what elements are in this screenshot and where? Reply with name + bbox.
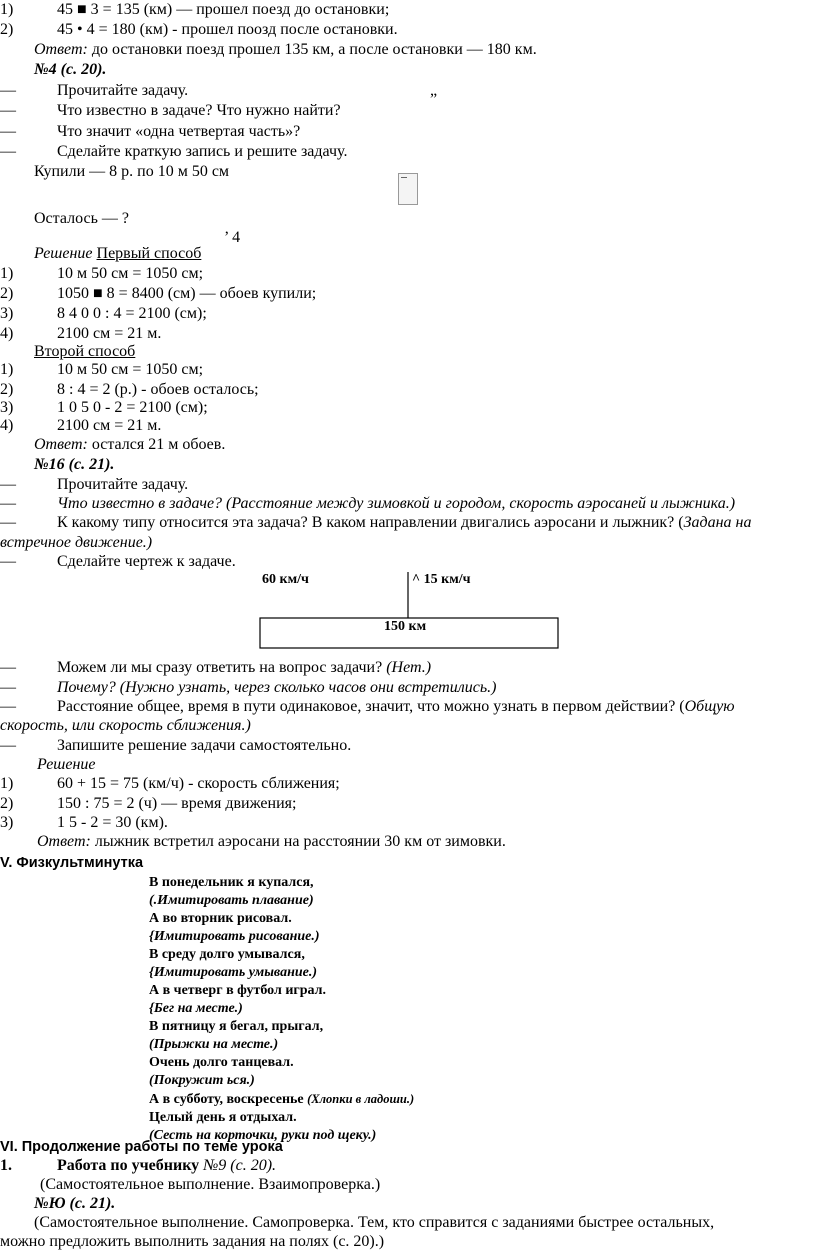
work-item-title: Работа по учебнику <box>57 1157 200 1174</box>
solution-label: Решение <box>37 756 96 773</box>
poem-line: В среду долго умывался, <box>149 947 305 962</box>
step-number: 3) <box>0 399 14 416</box>
answer-label: Ответ: <box>34 436 88 453</box>
poem-line: Целый день я отдыхал. <box>149 1110 297 1125</box>
poem <box>149 874 414 1145</box>
answer-text: лыжник встретил аэросани на расстоянии 30 км от зимовки. <box>90 833 506 850</box>
work-item <box>57 1156 276 1176</box>
motion-diagram <box>255 572 565 652</box>
short-note-left: Осталось — ? <box>34 210 129 227</box>
poem-action: (Хлопки в ладоши.) <box>307 1092 415 1106</box>
solution-label-line <box>34 244 201 264</box>
poem-action: {Имитировать рисование.) <box>149 929 320 944</box>
question: Сделайте краткую запись и решите задачу. <box>57 143 348 160</box>
question: Прочитайте задачу. <box>57 82 189 99</box>
question <box>57 697 734 717</box>
work-note: можно предложить выполнить задания на полях (с. 20).) <box>0 1233 385 1250</box>
answer-line <box>37 832 506 852</box>
poem-action: (.Имитировать плавание) <box>149 893 314 908</box>
answer-line <box>34 435 225 455</box>
question-text: Расстояние общее, время в пути одинаковое, значит, что можно узнать в первом действии? ( <box>57 698 685 715</box>
answer-label: Ответ: <box>37 833 91 850</box>
method-title: Второй способ <box>34 343 136 360</box>
work-note: (Самостоятельное выполнение. Взаимопроверка.) <box>40 1176 381 1193</box>
step-number: 2) <box>0 381 14 398</box>
stray-mark: „ <box>430 82 438 99</box>
brace-image <box>398 173 418 205</box>
solution-step: 1050 ■ 8 = 8400 (см) — обоев купили; <box>57 285 317 302</box>
question-text: Можем ли мы сразу ответить на вопрос задачи? <box>57 659 387 676</box>
speed-label-right: ^ 15 км/ч <box>412 572 471 587</box>
solution-step: 10 м 50 см = 1050 см; <box>57 265 204 282</box>
solution-step: 45 ■ 3 = 135 (км) — прошел поезд до остановки; <box>57 1 390 18</box>
solution-step: 2100 см = 21 м. <box>57 325 162 342</box>
solution-step: 150 : 75 = 2 (ч) — время движения; <box>57 795 297 812</box>
dash: — <box>0 679 16 696</box>
question: Что значит «одна четвертая часть»? <box>57 123 301 140</box>
step-number: 1) <box>0 361 14 378</box>
solution-step: 2100 см = 21 м. <box>57 417 162 434</box>
poem-line: В понедельник я купался, <box>149 875 314 890</box>
question <box>57 513 751 533</box>
dash: — <box>0 659 16 676</box>
poem-action: {Бег на месте.) <box>149 1001 243 1016</box>
dash: — <box>0 123 16 140</box>
step-number: 1) <box>0 265 14 282</box>
question-answer: Общую <box>684 698 735 715</box>
dash: — <box>0 102 16 119</box>
section-heading: V. Физкультминутка <box>0 855 144 871</box>
solution-step: 8 4 0 0 : 4 = 2100 (см); <box>57 305 207 322</box>
dash: — <box>0 514 16 531</box>
step-number: 3) <box>0 814 14 831</box>
step-number: 2) <box>0 795 14 812</box>
question-answer: (Нет.) <box>386 659 432 676</box>
answer-label: Ответ: <box>34 41 88 58</box>
task-heading: №16 (с. 21). <box>34 456 115 473</box>
solution-step: 1 0 5 0 - 2 = 2100 (см); <box>57 399 208 416</box>
dash: — <box>0 476 16 493</box>
dash: — <box>0 553 16 570</box>
question <box>57 658 431 678</box>
item-number: 1. <box>0 1157 12 1174</box>
question: Прочитайте задачу. <box>57 476 189 493</box>
step-number: 2) <box>0 285 14 302</box>
poem-action: (Покружит ься.) <box>149 1073 255 1088</box>
question-answer: встречное движение.) <box>0 534 153 551</box>
step-number: 3) <box>0 305 14 322</box>
method-title: Первый способ <box>96 245 202 262</box>
fraction-mark: ’ 4 <box>224 229 241 246</box>
question: Сделайте чертеж к задаче. <box>57 553 236 570</box>
work-item-ref: №9 (с. 20). <box>199 1157 277 1174</box>
poem-line: В пятницу я бегал, прыгал, <box>149 1019 324 1034</box>
solution-step: 1 5 - 2 = 30 (км). <box>57 814 168 831</box>
answer-line <box>34 40 537 60</box>
solution-step: 10 м 50 см = 1050 см; <box>57 361 204 378</box>
work-note: (Самостоятельное выполнение. Самопроверка. Тем, кто справится с заданиями быстрее остальных, <box>34 1214 715 1231</box>
poem-text: А в субботу, воскресенье <box>149 1092 308 1107</box>
dash: — <box>0 698 16 715</box>
solution-label: Решение <box>34 245 93 262</box>
question-answer: скорость, или скорость сближения.) <box>0 717 251 734</box>
poem-action: (Сесть на корточки, руки под щеку.) <box>149 1128 377 1143</box>
step-number: 1) <box>0 775 14 792</box>
solution-step: 60 + 15 = 75 (км/ч) - скорость сближения; <box>57 775 340 792</box>
answer-text: остался 21 м обоев. <box>87 436 226 453</box>
solution-step: 45 • 4 = 180 (км) - прошел поозд после остановки. <box>57 21 398 38</box>
short-note-bought: Купили — 8 р. по 10 м 50 см <box>34 163 230 180</box>
question: Почему? (Нужно узнать, через сколько часов они встретились.) <box>57 679 497 696</box>
question-answer: Задана на <box>683 514 752 531</box>
dash: — <box>0 143 16 160</box>
step-number: 2) <box>0 21 14 38</box>
section-heading: VI. Продолжение работы по теме урока <box>0 1139 283 1155</box>
poem-line <box>149 1090 414 1109</box>
distance-label: 150 км <box>384 619 427 634</box>
poem-line: Очень долго танцевал. <box>149 1055 294 1070</box>
step-number: 4) <box>0 325 14 342</box>
step-number: 4) <box>0 417 14 434</box>
solution-step: 8 : 4 = 2 (р.) - обоев осталось; <box>57 381 259 398</box>
poem-action: {Имитировать умывание.) <box>149 965 318 980</box>
task-heading: №4 (с. 20). <box>34 61 107 78</box>
poem-line: А в четверг в футбол играл. <box>149 983 327 998</box>
poem-action: (Прыжки на месте.) <box>149 1037 279 1052</box>
question: Что известно в задаче? Что нужно найти? <box>57 102 341 119</box>
dash: — <box>0 82 16 99</box>
poem-line: А во вторник рисовал. <box>149 911 292 926</box>
question: Что известно в задаче? (Расстояние между зимовкой и городом, скорость аэросаней и лыжника.) <box>57 495 736 512</box>
answer-text: до остановки поезд прошел 135 км, а после остановки — 180 км. <box>87 41 537 58</box>
dash: — <box>0 737 16 754</box>
question-text: К какому типу относится эта задача? В каком направлении двигались аэросани и лыжник? ( <box>57 514 684 531</box>
step-number: 1) <box>0 1 14 18</box>
dash: — <box>0 495 16 512</box>
task-heading: №Ю (с. 21). <box>34 1195 116 1212</box>
speed-label-left: 60 км/ч <box>262 572 309 587</box>
question: Запишите решение задачи самостоятельно. <box>57 737 352 754</box>
